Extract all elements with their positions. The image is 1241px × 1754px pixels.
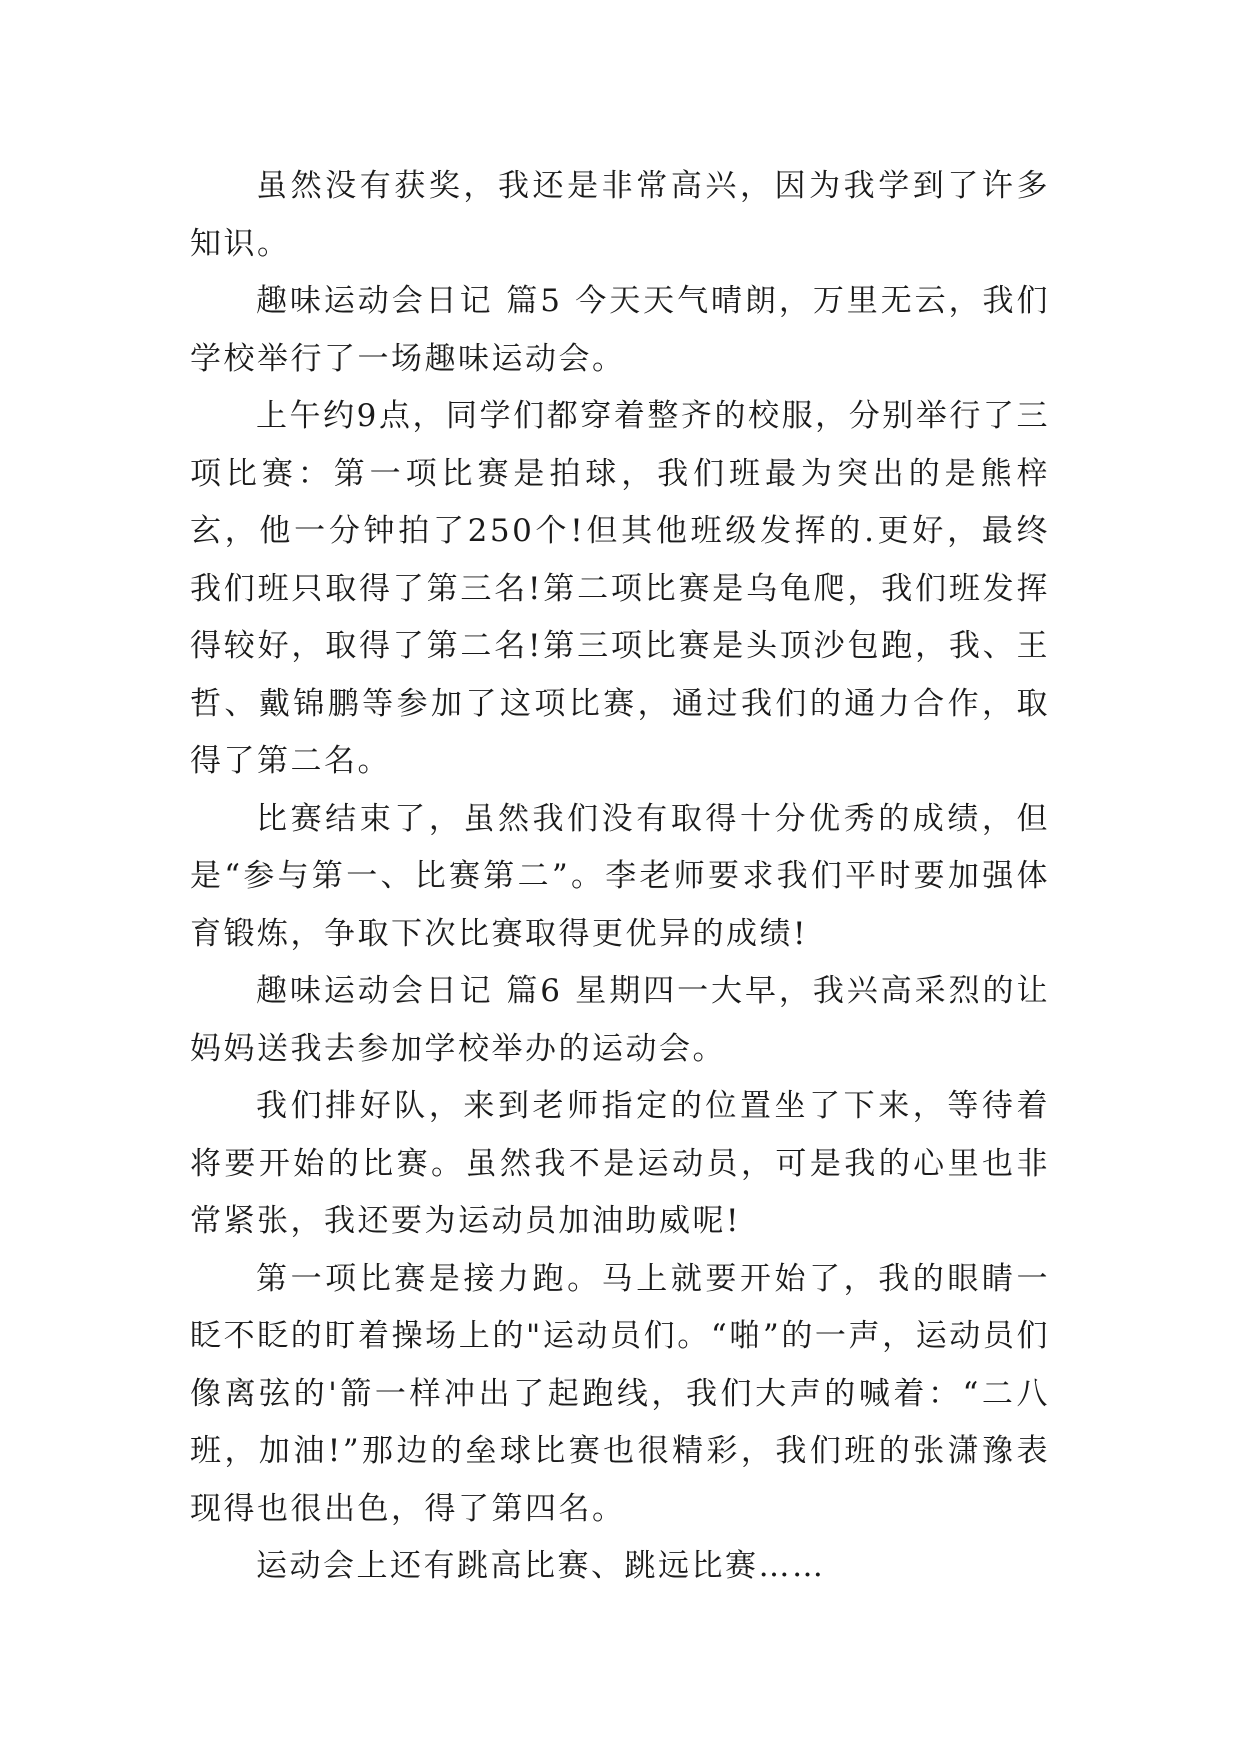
paragraph-2: 趣味运动会日记 篇5 今天天气晴朗，万里无云，我们学校举行了一场趣味运动会。	[190, 283, 1050, 377]
paragraph-8: 运动会上还有跳高比赛、跳远比赛……	[256, 1548, 826, 1584]
paragraph-4: 比赛结束了，虽然我们没有取得十分优秀的成绩，但是“参与第一、比赛第二”。李老师要求我们平时要加强体育锻炼，争取下次比赛取得更优异的成绩!	[190, 800, 1050, 952]
paragraph-6: 我们排好队，来到老师指定的位置坐了下来，等待着将要开始的比赛。虽然我不是运动员，可是我的心里也非常紧张，我还要为运动员加油助威呢!	[190, 1088, 1050, 1239]
paragraph-5: 趣味运动会日记 篇6 星期四一大早，我兴高采烈的让妈妈送我去参加学校举办的运动会。	[190, 973, 1050, 1067]
paragraph-3: 上午约9点，同学们都穿着整齐的校服，分别举行了三项比赛：第一项比赛是拍球，我们班最为突出的是熊梓玄，他一分钟拍了250个!但其他班级发挥的.更好，最终我们班只取得了第三名!第二项比赛是乌龟爬，我们班发挥得较好，取得了第二名!第三项比赛是头顶沙包跑，我、王哲、戴锦鹏等参加了这项比赛，通过我们的通力合作，取得了第二名。	[190, 398, 1050, 779]
paragraph-7: 第一项比赛是接力跑。马上就要开始了，我的眼睛一眨不眨的盯着操场上的"运动员们。“啪”的一声，运动员们像离弦的'箭一样冲出了起跑线，我们大声的喊着：“二八班，加油!”那边的垒球比赛也很精彩，我们班的张潇豫表现得也很出色，得了第四名。	[190, 1260, 1050, 1527]
paragraph-1: 虽然没有获奖，我还是非常高兴，因为我学到了许多知识。	[190, 168, 1050, 262]
document-body	[190, 158, 1050, 1596]
